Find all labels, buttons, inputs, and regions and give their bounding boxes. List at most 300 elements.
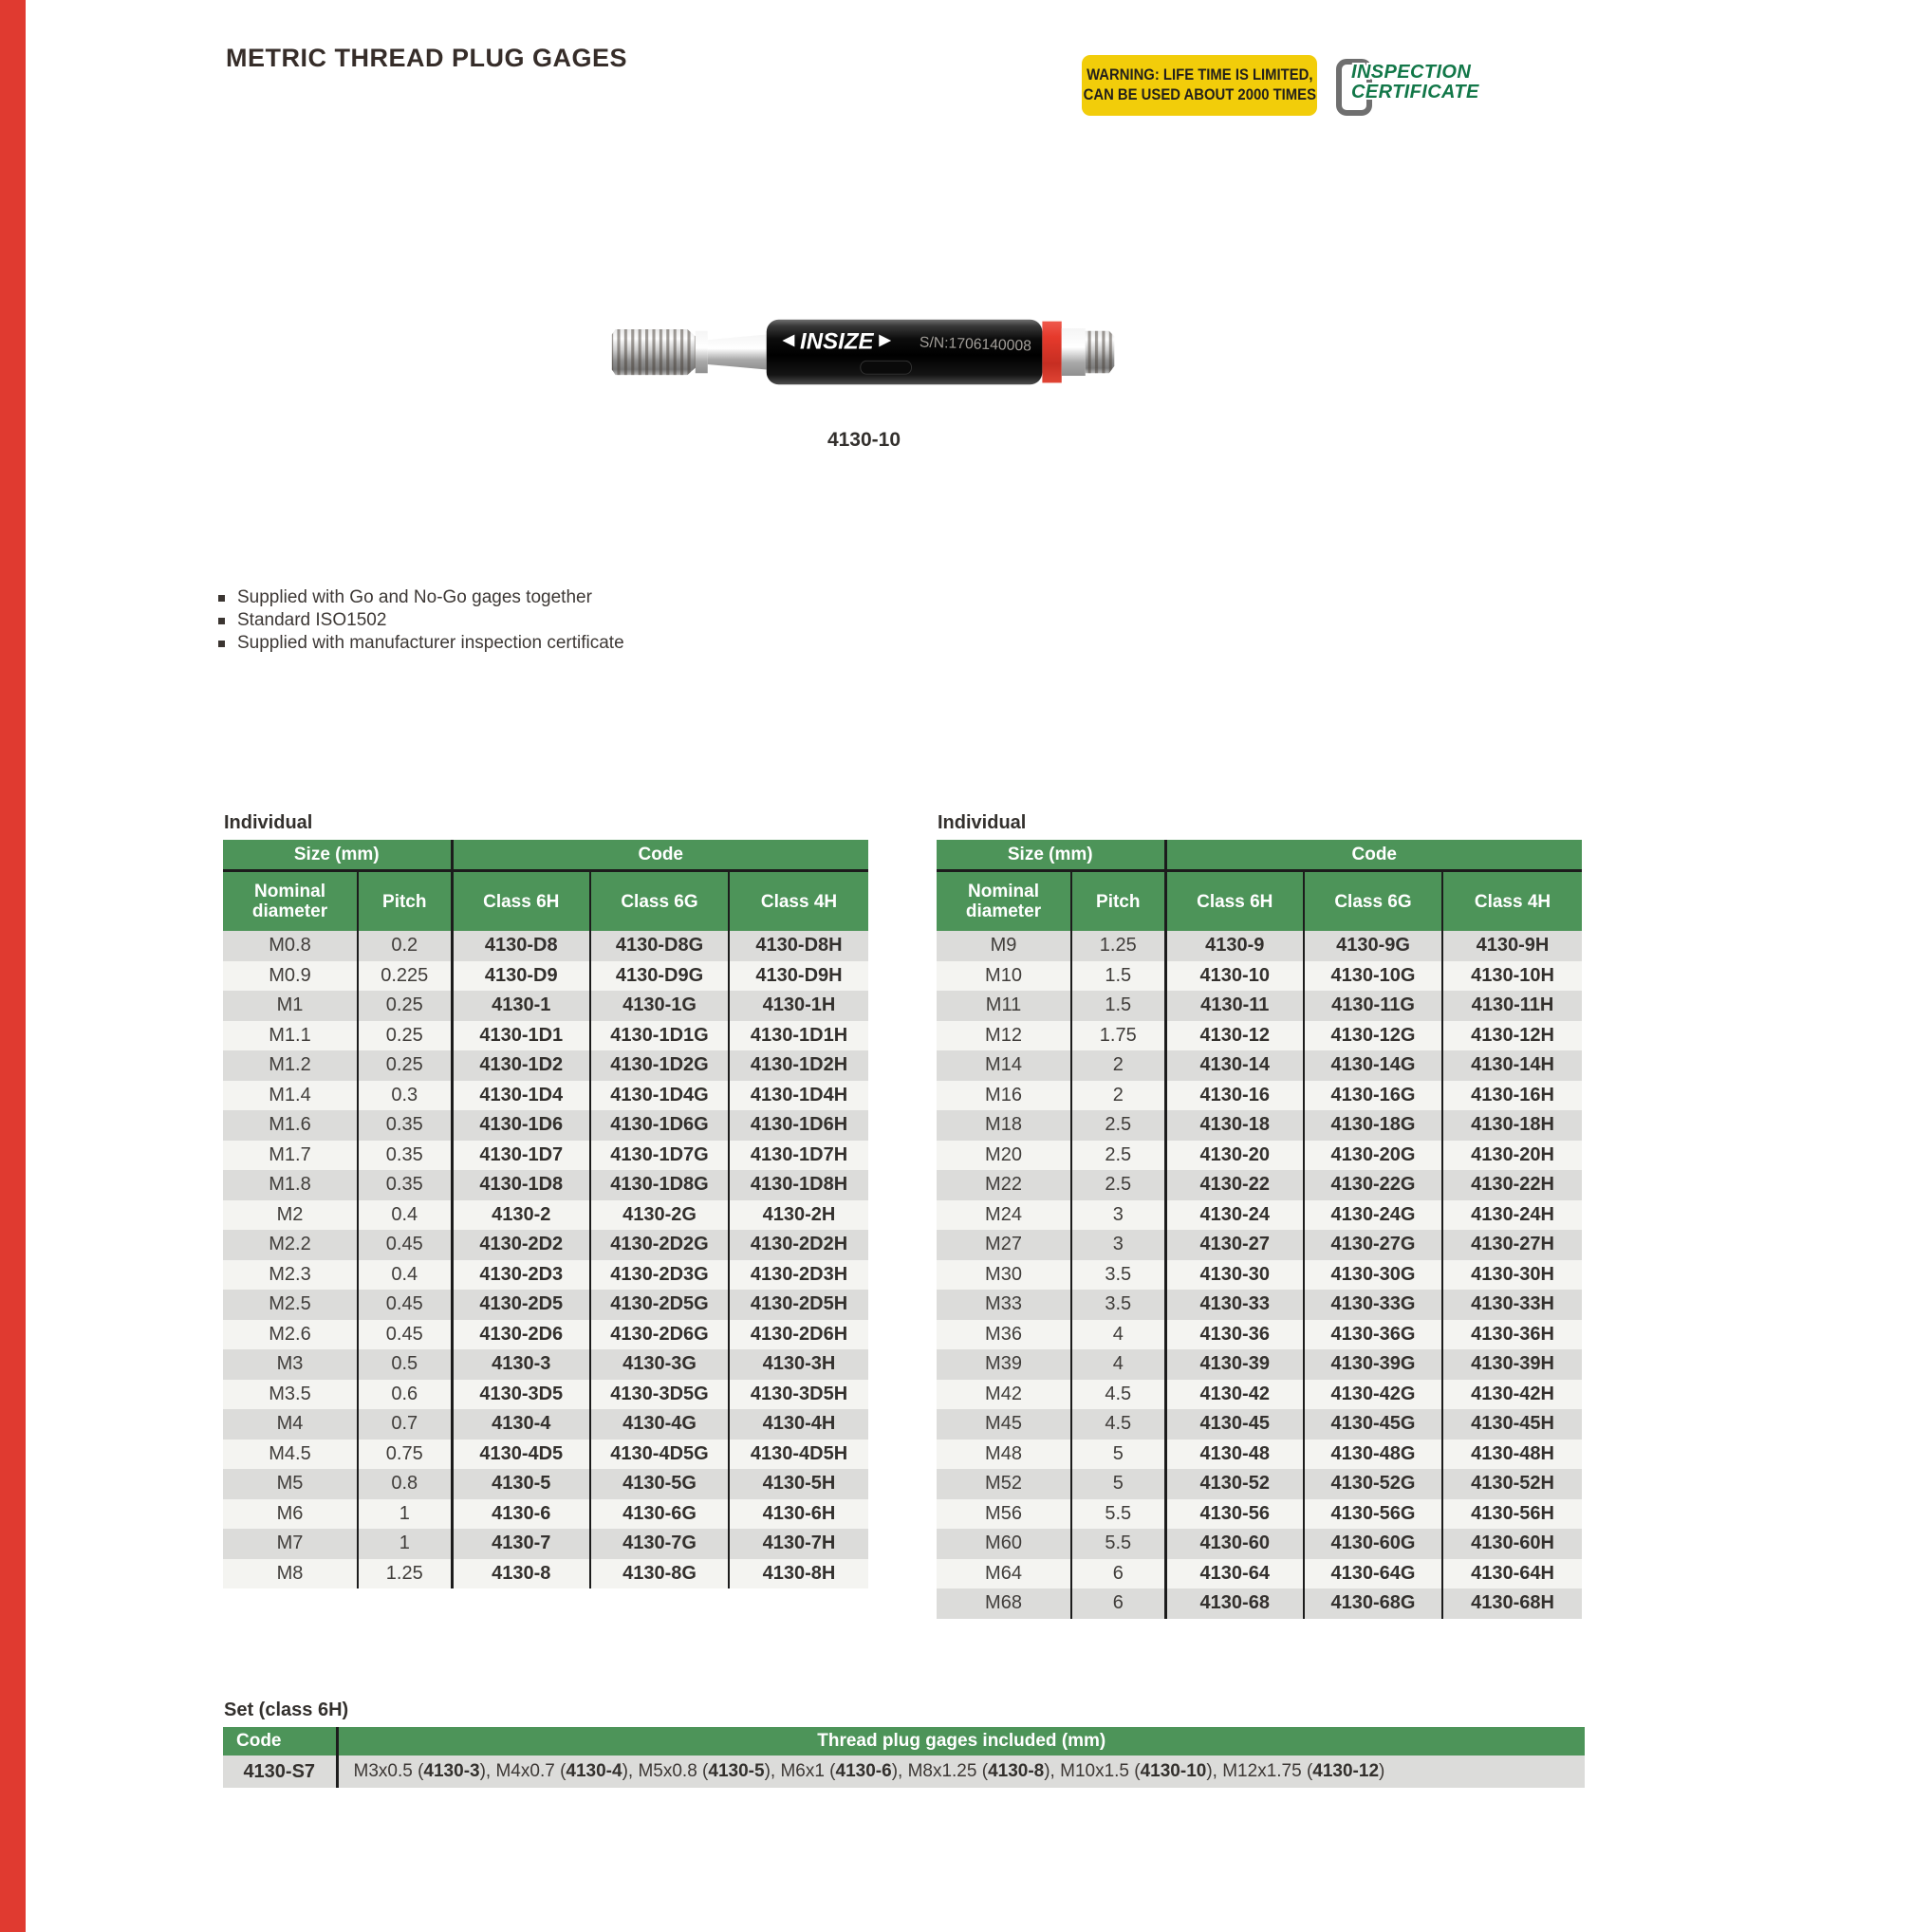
code-cell: 4130-D8G bbox=[590, 931, 729, 961]
size-cell: 0.2 bbox=[358, 931, 452, 961]
code-cell: 4130-2D3H bbox=[729, 1260, 868, 1291]
code-cell: 4130-5G bbox=[590, 1469, 729, 1499]
size-cell: 0.35 bbox=[358, 1141, 452, 1171]
table-row bbox=[223, 1380, 868, 1410]
code-cell: 4130-48 bbox=[1165, 1440, 1304, 1470]
header-class-6g: Class 6G bbox=[1304, 871, 1442, 932]
size-cell: M24 bbox=[937, 1200, 1071, 1231]
code-cell: 4130-56 bbox=[1165, 1499, 1304, 1530]
code-cell: 4130-36G bbox=[1304, 1320, 1442, 1350]
table-row bbox=[937, 1021, 1582, 1051]
code-cell: 4130-2H bbox=[729, 1200, 868, 1231]
table-row bbox=[223, 991, 868, 1021]
code-cell: 4130-D9H bbox=[729, 961, 868, 992]
code-cell: 4130-39 bbox=[1165, 1349, 1304, 1380]
header-pitch: Pitch bbox=[1071, 871, 1165, 932]
code-cell: 4130-60G bbox=[1304, 1529, 1442, 1559]
size-cell: M6 bbox=[223, 1499, 358, 1530]
size-cell: M3 bbox=[223, 1349, 358, 1380]
inspection-certificate-logo bbox=[1336, 53, 1554, 120]
code-cell: 4130-7 bbox=[452, 1529, 590, 1559]
code-cell: 4130-2D3 bbox=[452, 1260, 590, 1291]
table-row bbox=[937, 1200, 1582, 1231]
set-header-included: Thread plug gages included (mm) bbox=[337, 1727, 1585, 1756]
code-cell: 4130-4G bbox=[590, 1409, 729, 1440]
code-cell: 4130-2 bbox=[452, 1200, 590, 1231]
size-cell: M2.6 bbox=[223, 1320, 358, 1350]
size-cell: 3 bbox=[1071, 1200, 1165, 1231]
code-cell: 4130-52H bbox=[1442, 1469, 1582, 1499]
code-cell: 4130-10G bbox=[1304, 961, 1442, 992]
code-cell: 4130-9G bbox=[1304, 931, 1442, 961]
code-cell: 4130-48H bbox=[1442, 1440, 1582, 1470]
code-cell: 4130-45H bbox=[1442, 1409, 1582, 1440]
table-row bbox=[937, 1050, 1582, 1081]
code-cell: 4130-1D4H bbox=[729, 1081, 868, 1111]
code-cell: 4130-3 bbox=[452, 1349, 590, 1380]
code-cell: 4130-20 bbox=[1165, 1141, 1304, 1171]
code-cell: 4130-1D1H bbox=[729, 1021, 868, 1051]
bullet-square-icon bbox=[218, 595, 225, 602]
code-cell: 4130-56G bbox=[1304, 1499, 1442, 1530]
table-row bbox=[223, 1081, 868, 1111]
size-cell: 5 bbox=[1071, 1469, 1165, 1499]
size-cell: 4.5 bbox=[1071, 1409, 1165, 1440]
code-cell: 4130-1H bbox=[729, 991, 868, 1021]
code-cell: 4130-2D2H bbox=[729, 1230, 868, 1260]
gage-left-shaft bbox=[708, 335, 767, 370]
size-cell: 1.75 bbox=[1071, 1021, 1165, 1051]
size-cell: 6 bbox=[1071, 1559, 1165, 1589]
size-cell: 5.5 bbox=[1071, 1499, 1165, 1530]
code-cell: 4130-2D3G bbox=[590, 1260, 729, 1291]
header-class-4h: Class 4H bbox=[1442, 871, 1582, 932]
table-row bbox=[223, 1469, 868, 1499]
size-cell: M60 bbox=[937, 1529, 1071, 1559]
code-cell: 4130-27G bbox=[1304, 1230, 1442, 1260]
code-cell: 4130-4D5 bbox=[452, 1440, 590, 1470]
size-cell: 3.5 bbox=[1071, 1290, 1165, 1320]
size-cell: 2.5 bbox=[1071, 1110, 1165, 1141]
code-cell: 4130-2D6 bbox=[452, 1320, 590, 1350]
certificate-line-2: CERTIFICATE bbox=[1351, 81, 1479, 102]
code-cell: 4130-18H bbox=[1442, 1110, 1582, 1141]
size-cell: 5.5 bbox=[1071, 1529, 1165, 1559]
feature-text: Supplied with Go and No-Go gages together bbox=[237, 587, 592, 607]
table-row bbox=[223, 1349, 868, 1380]
code-cell: 4130-6 bbox=[452, 1499, 590, 1530]
code-cell: 4130-12 bbox=[1165, 1021, 1304, 1051]
table-row bbox=[223, 1200, 868, 1231]
size-cell: M22 bbox=[937, 1170, 1071, 1200]
code-cell: 4130-18G bbox=[1304, 1110, 1442, 1141]
code-cell: 4130-56H bbox=[1442, 1499, 1582, 1530]
table-row bbox=[223, 1529, 868, 1559]
code-cell: 4130-12G bbox=[1304, 1021, 1442, 1051]
code-cell: 4130-36H bbox=[1442, 1320, 1582, 1350]
table-row bbox=[223, 961, 868, 992]
size-cell: M2.2 bbox=[223, 1230, 358, 1260]
table-row bbox=[937, 1290, 1582, 1320]
size-cell: 1.5 bbox=[1071, 961, 1165, 992]
serial-number-text: S/N:1706140008 bbox=[919, 334, 1032, 355]
code-cell: 4130-3H bbox=[729, 1349, 868, 1380]
size-cell: M45 bbox=[937, 1409, 1071, 1440]
table-row bbox=[223, 1559, 868, 1589]
size-cell: 1 bbox=[358, 1529, 452, 1559]
size-cell: 6 bbox=[1071, 1588, 1165, 1619]
size-cell: 3.5 bbox=[1071, 1260, 1165, 1291]
code-cell: 4130-39H bbox=[1442, 1349, 1582, 1380]
table-row bbox=[937, 1110, 1582, 1141]
code-cell: 4130-42 bbox=[1165, 1380, 1304, 1410]
size-cell: M12 bbox=[937, 1021, 1071, 1051]
page-edge-stripe bbox=[0, 0, 26, 1932]
size-cell: M1.6 bbox=[223, 1110, 358, 1141]
code-cell: 4130-39G bbox=[1304, 1349, 1442, 1380]
size-cell: M2.5 bbox=[223, 1290, 358, 1320]
code-cell: 4130-16 bbox=[1165, 1081, 1304, 1111]
gage-illustration bbox=[610, 317, 1118, 387]
size-cell: M64 bbox=[937, 1559, 1071, 1589]
code-cell: 4130-D8H bbox=[729, 931, 868, 961]
size-cell: 0.7 bbox=[358, 1409, 452, 1440]
size-cell: 1 bbox=[358, 1499, 452, 1530]
size-cell: M8 bbox=[223, 1559, 358, 1589]
product-photo-thread-plug-gage bbox=[610, 317, 1118, 392]
table-row bbox=[223, 1320, 868, 1350]
size-cell: M2.3 bbox=[223, 1260, 358, 1291]
code-cell: 4130-30H bbox=[1442, 1260, 1582, 1291]
size-cell: M56 bbox=[937, 1499, 1071, 1530]
code-cell: 4130-30 bbox=[1165, 1260, 1304, 1291]
warning-badge bbox=[1082, 55, 1317, 116]
size-cell: 0.225 bbox=[358, 961, 452, 992]
table-row bbox=[223, 1141, 868, 1171]
code-cell: 4130-11 bbox=[1165, 991, 1304, 1021]
gage-right-collar bbox=[1062, 328, 1086, 376]
code-cell: 4130-20G bbox=[1304, 1141, 1442, 1171]
size-cell: M1.7 bbox=[223, 1141, 358, 1171]
code-cell: 4130-9 bbox=[1165, 931, 1304, 961]
table-row bbox=[223, 1409, 868, 1440]
table-row bbox=[223, 1440, 868, 1470]
warning-line-2: CAN BE USED ABOUT 2000 TIMES bbox=[1083, 86, 1316, 103]
size-cell: 0.25 bbox=[358, 1050, 452, 1081]
set-included-text: M3x0.5 (4130-3), M4x0.7 (4130-4), M5x0.8 (4130-5), M6x1 (4130-6), M8x1.25 (4130-8), M10x1.5 (4130-10), M12x1.75 (4130-12) bbox=[337, 1756, 1585, 1788]
size-cell: M52 bbox=[937, 1469, 1071, 1499]
code-cell: 4130-1D4 bbox=[452, 1081, 590, 1111]
size-cell: M20 bbox=[937, 1141, 1071, 1171]
code-cell: 4130-11H bbox=[1442, 991, 1582, 1021]
code-cell: 4130-8 bbox=[452, 1559, 590, 1589]
individual-table-right-section bbox=[937, 812, 1582, 1619]
code-cell: 4130-52G bbox=[1304, 1469, 1442, 1499]
size-cell: M30 bbox=[937, 1260, 1071, 1291]
code-cell: 4130-64 bbox=[1165, 1559, 1304, 1589]
code-cell: 4130-9H bbox=[1442, 931, 1582, 961]
individual-right-label: Individual bbox=[938, 812, 1027, 833]
code-cell: 4130-24G bbox=[1304, 1200, 1442, 1231]
header-class-4h: Class 4H bbox=[729, 871, 868, 932]
code-cell: 4130-60H bbox=[1442, 1529, 1582, 1559]
code-cell: 4130-1D7 bbox=[452, 1141, 590, 1171]
feature-text: Standard ISO1502 bbox=[237, 610, 387, 630]
table-row bbox=[937, 1141, 1582, 1171]
size-cell: 0.6 bbox=[358, 1380, 452, 1410]
code-cell: 4130-2D5G bbox=[590, 1290, 729, 1320]
size-cell: M9 bbox=[937, 931, 1071, 961]
size-cell: 2.5 bbox=[1071, 1141, 1165, 1171]
code-cell: 4130-14G bbox=[1304, 1050, 1442, 1081]
code-cell: 4130-12H bbox=[1442, 1021, 1582, 1051]
code-cell: 4130-42G bbox=[1304, 1380, 1442, 1410]
table-row bbox=[937, 1499, 1582, 1530]
size-cell: 4 bbox=[1071, 1349, 1165, 1380]
set-label: Set (class 6H) bbox=[224, 1700, 349, 1720]
code-cell: 4130-30G bbox=[1304, 1260, 1442, 1291]
size-cell: 4.5 bbox=[1071, 1380, 1165, 1410]
size-cell: 0.45 bbox=[358, 1290, 452, 1320]
table-row bbox=[223, 1170, 868, 1200]
code-cell: 4130-D9 bbox=[452, 961, 590, 992]
gage-nogo-red-band bbox=[1042, 322, 1061, 383]
code-cell: 4130-5 bbox=[452, 1469, 590, 1499]
size-cell: 0.45 bbox=[358, 1230, 452, 1260]
code-cell: 4130-64G bbox=[1304, 1559, 1442, 1589]
code-cell: 4130-24 bbox=[1165, 1200, 1304, 1231]
table-row bbox=[937, 1529, 1582, 1559]
size-cell: M18 bbox=[937, 1110, 1071, 1141]
code-cell: 4130-48G bbox=[1304, 1440, 1442, 1470]
code-cell: 4130-4H bbox=[729, 1409, 868, 1440]
size-cell: 3 bbox=[1071, 1230, 1165, 1260]
code-cell: 4130-14H bbox=[1442, 1050, 1582, 1081]
code-cell: 4130-68G bbox=[1304, 1588, 1442, 1619]
product-code-label: 4130-10 bbox=[827, 429, 901, 451]
size-cell: 5 bbox=[1071, 1440, 1165, 1470]
code-cell: 4130-7G bbox=[590, 1529, 729, 1559]
table-row bbox=[937, 961, 1582, 992]
size-cell: 0.4 bbox=[358, 1200, 452, 1231]
code-cell: 4130-14 bbox=[1165, 1050, 1304, 1081]
size-cell: M11 bbox=[937, 991, 1071, 1021]
code-cell: 4130-1D8H bbox=[729, 1170, 868, 1200]
code-cell: 4130-22 bbox=[1165, 1170, 1304, 1200]
table-row bbox=[937, 1081, 1582, 1111]
code-cell: 4130-3G bbox=[590, 1349, 729, 1380]
size-cell: 0.45 bbox=[358, 1320, 452, 1350]
code-cell: 4130-7H bbox=[729, 1529, 868, 1559]
size-cell: 0.35 bbox=[358, 1170, 452, 1200]
code-cell: 4130-1G bbox=[590, 991, 729, 1021]
code-cell: 4130-1D6G bbox=[590, 1110, 729, 1141]
code-cell: 4130-2G bbox=[590, 1200, 729, 1231]
code-cell: 4130-8G bbox=[590, 1559, 729, 1589]
code-cell: 4130-1D2 bbox=[452, 1050, 590, 1081]
code-cell: 4130-2D6H bbox=[729, 1320, 868, 1350]
size-cell: M14 bbox=[937, 1050, 1071, 1081]
code-cell: 4130-2D2G bbox=[590, 1230, 729, 1260]
size-cell: 0.25 bbox=[358, 1021, 452, 1051]
table-row bbox=[937, 1320, 1582, 1350]
gage-nogo-thread-right bbox=[1086, 331, 1115, 373]
code-cell: 4130-1D4G bbox=[590, 1081, 729, 1111]
code-cell: 4130-18 bbox=[1165, 1110, 1304, 1141]
bullet-square-icon bbox=[218, 618, 225, 624]
size-cell: M1.1 bbox=[223, 1021, 358, 1051]
code-cell: 4130-68 bbox=[1165, 1588, 1304, 1619]
code-cell: 4130-D8 bbox=[452, 931, 590, 961]
code-cell: 4130-24H bbox=[1442, 1200, 1582, 1231]
code-cell: 4130-2D5 bbox=[452, 1290, 590, 1320]
size-cell: 0.5 bbox=[358, 1349, 452, 1380]
header-code-group: Code bbox=[1165, 840, 1582, 871]
code-cell: 4130-68H bbox=[1442, 1588, 1582, 1619]
code-cell: 4130-3D5 bbox=[452, 1380, 590, 1410]
code-cell: 4130-1 bbox=[452, 991, 590, 1021]
size-cell: M10 bbox=[937, 961, 1071, 992]
code-cell: 4130-2D6G bbox=[590, 1320, 729, 1350]
feature-item bbox=[218, 632, 624, 655]
size-cell: M36 bbox=[937, 1320, 1071, 1350]
code-cell: 4130-6G bbox=[590, 1499, 729, 1530]
certificate-text bbox=[1351, 63, 1479, 102]
warning-text bbox=[1083, 65, 1315, 105]
table-row bbox=[937, 1409, 1582, 1440]
code-cell: 4130-1D8 bbox=[452, 1170, 590, 1200]
header-class-6g: Class 6G bbox=[590, 871, 729, 932]
table-row bbox=[937, 1260, 1582, 1291]
size-cell: M1.8 bbox=[223, 1170, 358, 1200]
brand-text: INSIZE bbox=[800, 328, 874, 355]
code-cell: 4130-22G bbox=[1304, 1170, 1442, 1200]
size-cell: 0.25 bbox=[358, 991, 452, 1021]
gage-go-thread-left bbox=[612, 329, 696, 375]
table-row bbox=[223, 1499, 868, 1530]
size-cell: 0.75 bbox=[358, 1440, 452, 1470]
code-cell: 4130-2D2 bbox=[452, 1230, 590, 1260]
table-row bbox=[223, 1021, 868, 1051]
bullet-square-icon bbox=[218, 641, 225, 647]
code-cell: 4130-16H bbox=[1442, 1081, 1582, 1111]
table-row bbox=[937, 1440, 1582, 1470]
code-cell: 4130-42H bbox=[1442, 1380, 1582, 1410]
code-cell: 4130-8H bbox=[729, 1559, 868, 1589]
code-cell: 4130-33 bbox=[1165, 1290, 1304, 1320]
code-cell: 4130-1D6 bbox=[452, 1110, 590, 1141]
code-cell: 4130-20H bbox=[1442, 1141, 1582, 1171]
header-class-6h: Class 6H bbox=[1165, 871, 1304, 932]
code-cell: 4130-60 bbox=[1165, 1529, 1304, 1559]
certificate-line-1: INSPECTION bbox=[1351, 62, 1472, 83]
individual-table-left bbox=[223, 840, 868, 1588]
table-row bbox=[937, 1170, 1582, 1200]
code-cell: 4130-D9G bbox=[590, 961, 729, 992]
code-cell: 4130-10H bbox=[1442, 961, 1582, 992]
table-row bbox=[937, 1230, 1582, 1260]
code-cell: 4130-33G bbox=[1304, 1290, 1442, 1320]
size-cell: 4 bbox=[1071, 1320, 1165, 1350]
code-cell: 4130-16G bbox=[1304, 1081, 1442, 1111]
size-cell: 2 bbox=[1071, 1050, 1165, 1081]
size-cell: M4.5 bbox=[223, 1440, 358, 1470]
code-cell: 4130-27 bbox=[1165, 1230, 1304, 1260]
set-table-row bbox=[223, 1756, 1585, 1788]
code-cell: 4130-45 bbox=[1165, 1409, 1304, 1440]
size-cell: 1.25 bbox=[1071, 931, 1165, 961]
code-cell: 4130-5H bbox=[729, 1469, 868, 1499]
set-code-cell: 4130-S7 bbox=[223, 1756, 337, 1788]
table-row bbox=[223, 1290, 868, 1320]
size-cell: M16 bbox=[937, 1081, 1071, 1111]
page-title: METRIC THREAD PLUG GAGES bbox=[226, 44, 628, 72]
size-cell: 2 bbox=[1071, 1081, 1165, 1111]
code-cell: 4130-27H bbox=[1442, 1230, 1582, 1260]
code-cell: 4130-36 bbox=[1165, 1320, 1304, 1350]
size-cell: M4 bbox=[223, 1409, 358, 1440]
set-table-section bbox=[223, 1700, 1585, 1788]
code-cell: 4130-33H bbox=[1442, 1290, 1582, 1320]
header-class-6h: Class 6H bbox=[452, 871, 590, 932]
table-row bbox=[937, 1588, 1582, 1619]
size-cell: 0.35 bbox=[358, 1110, 452, 1141]
code-cell: 4130-1D1 bbox=[452, 1021, 590, 1051]
individual-table-right bbox=[937, 840, 1582, 1619]
feature-list bbox=[218, 586, 624, 655]
header-nominal-diameter: Nominal diameter bbox=[223, 871, 358, 932]
individual-left-label: Individual bbox=[224, 812, 313, 833]
size-cell: M0.8 bbox=[223, 931, 358, 961]
code-cell: 4130-1D6H bbox=[729, 1110, 868, 1141]
code-cell: 4130-6H bbox=[729, 1499, 868, 1530]
code-cell: 4130-64H bbox=[1442, 1559, 1582, 1589]
code-cell: 4130-11G bbox=[1304, 991, 1442, 1021]
code-cell: 4130-1D1G bbox=[590, 1021, 729, 1051]
code-cell: 4130-1D2G bbox=[590, 1050, 729, 1081]
table-row bbox=[937, 1349, 1582, 1380]
size-cell: 0.4 bbox=[358, 1260, 452, 1291]
table-row bbox=[937, 1469, 1582, 1499]
table-row bbox=[223, 1050, 868, 1081]
code-cell: 4130-52 bbox=[1165, 1469, 1304, 1499]
size-cell: 2.5 bbox=[1071, 1170, 1165, 1200]
set-header-code: Code bbox=[223, 1727, 337, 1756]
table-row bbox=[223, 1230, 868, 1260]
size-cell: 0.3 bbox=[358, 1081, 452, 1111]
individual-table-left-section bbox=[223, 812, 868, 1588]
code-cell: 4130-3D5G bbox=[590, 1380, 729, 1410]
table-row bbox=[937, 931, 1582, 961]
table-row bbox=[223, 1260, 868, 1291]
size-cell: M3.5 bbox=[223, 1380, 358, 1410]
feature-text: Supplied with manufacturer inspection certificate bbox=[237, 633, 624, 653]
feature-item bbox=[218, 586, 624, 609]
size-cell: 1.5 bbox=[1071, 991, 1165, 1021]
code-cell: 4130-3D5H bbox=[729, 1380, 868, 1410]
header-nominal-diameter: Nominal diameter bbox=[937, 871, 1071, 932]
size-cell: M7 bbox=[223, 1529, 358, 1559]
size-cell: M1.4 bbox=[223, 1081, 358, 1111]
set-table bbox=[223, 1727, 1585, 1788]
size-cell: M42 bbox=[937, 1380, 1071, 1410]
header-size-group: Size (mm) bbox=[223, 840, 452, 871]
gage-slot bbox=[861, 361, 912, 374]
gage-left-collar bbox=[696, 331, 708, 373]
header-size-group: Size (mm) bbox=[937, 840, 1165, 871]
size-cell: M1 bbox=[223, 991, 358, 1021]
code-cell: 4130-45G bbox=[1304, 1409, 1442, 1440]
